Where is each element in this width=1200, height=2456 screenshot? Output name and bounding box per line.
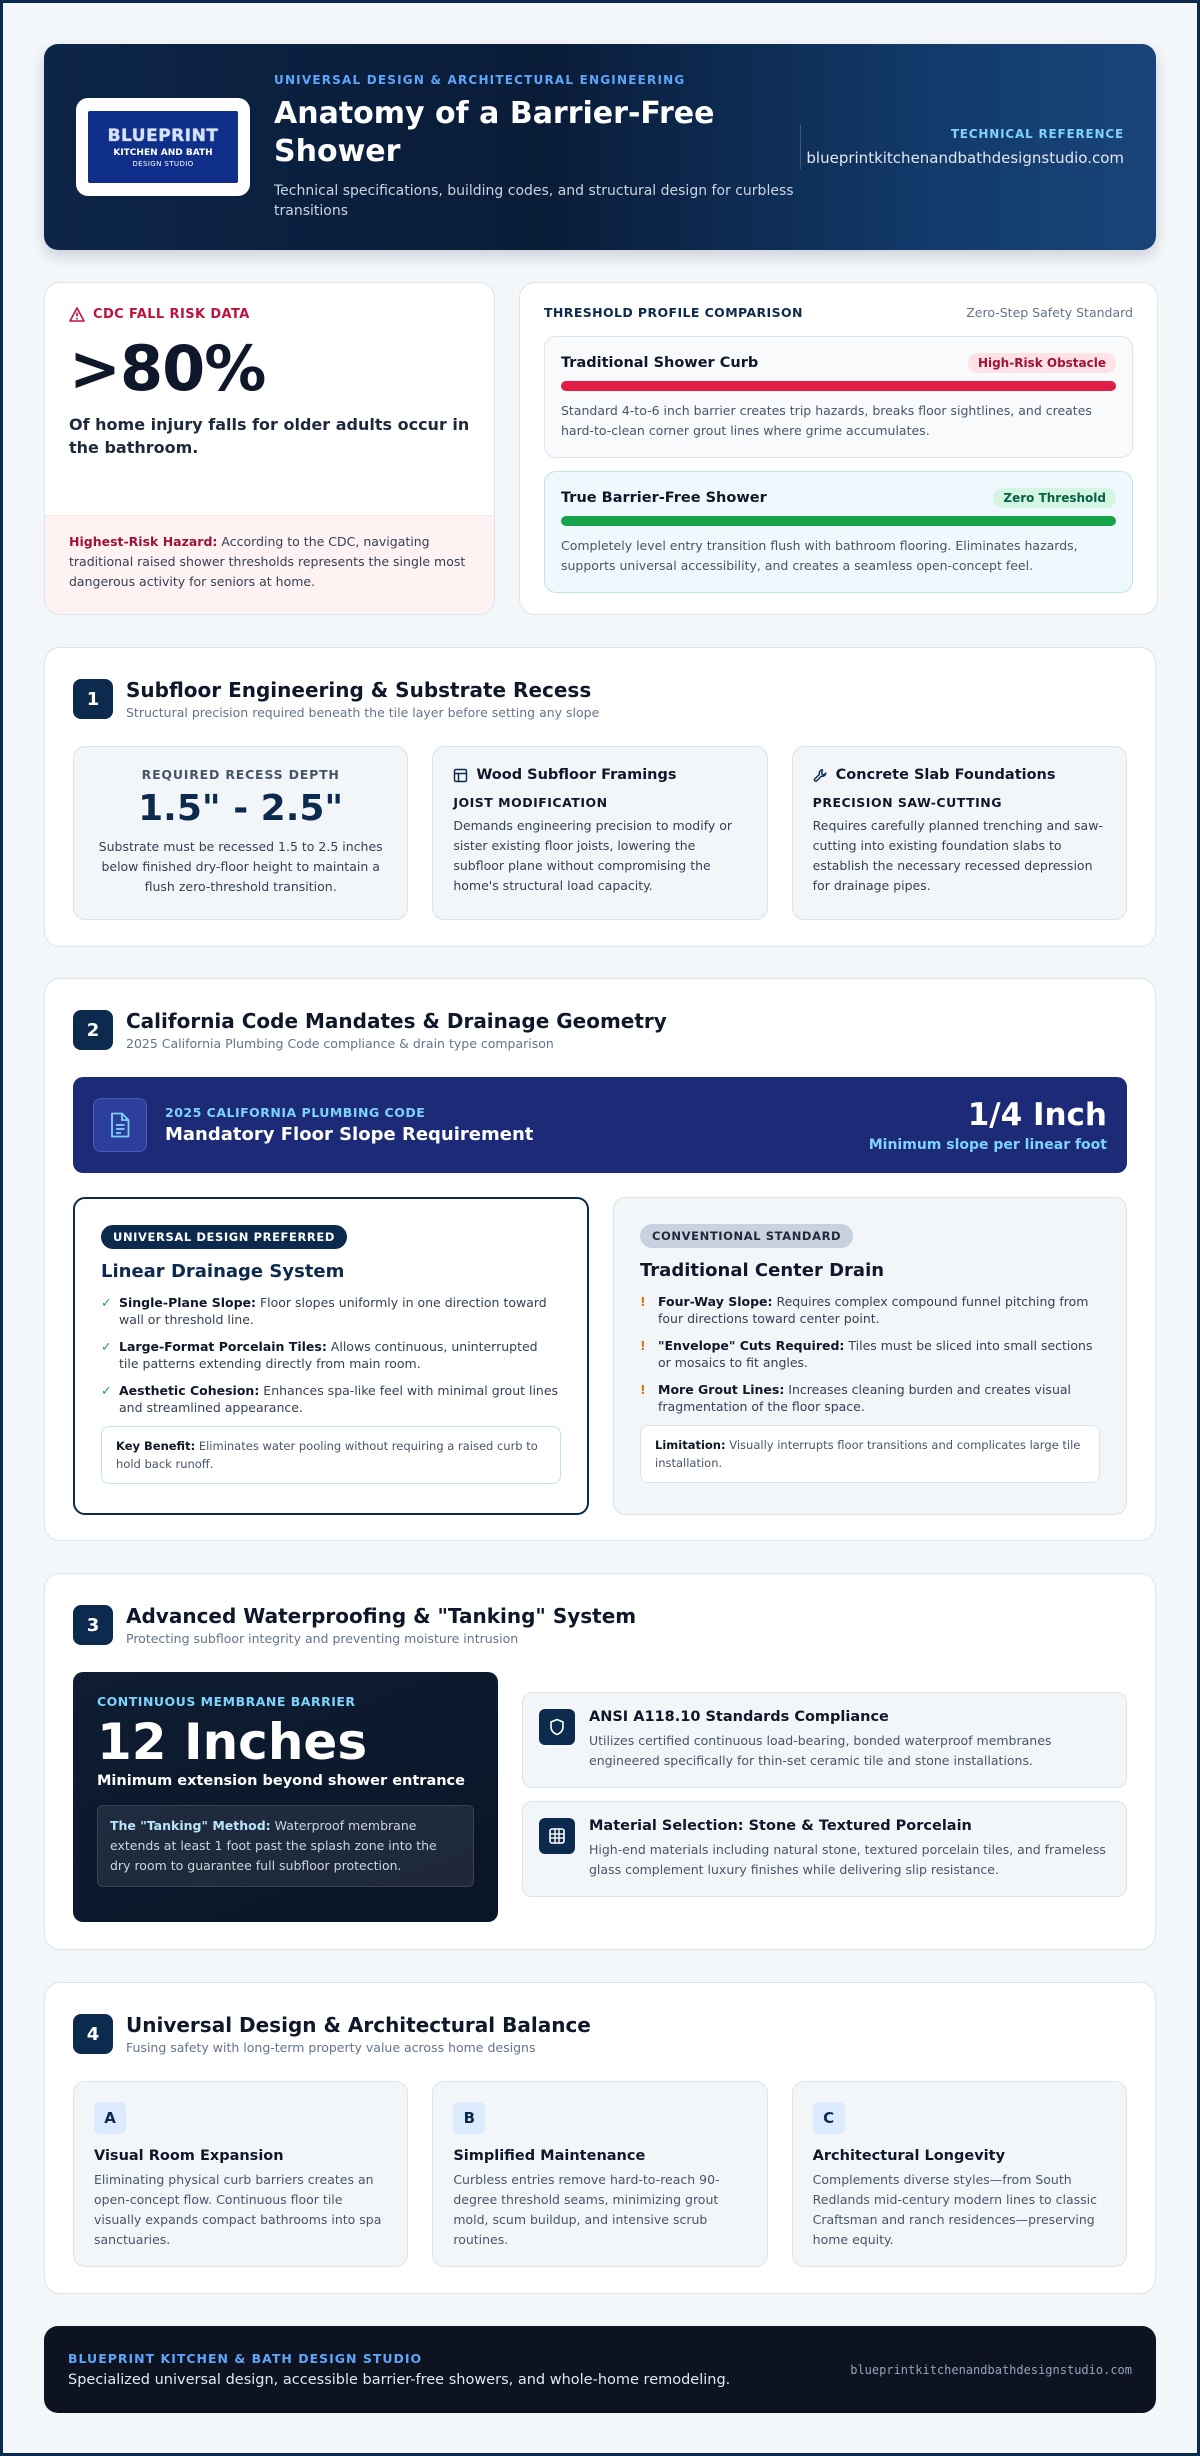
slope-value: 1/4 Inch [967,1097,1107,1133]
point-label: Single-Plane Slope: [119,1295,256,1310]
letter-badge: C [813,2102,845,2134]
hazard-text: According to the CDC, navigating traditional raised shower thresholds represents the single most dangerous activity for seniors at home. [69,534,466,589]
status-badge: Zero Threshold [993,488,1116,508]
warning-icon: ! [640,1382,646,1397]
floor-plan-icon [453,768,468,783]
threshold-comparison-card [519,282,1158,615]
section-number: 2 [73,1010,113,1050]
profile-bar-red [561,381,1116,391]
note-text: Visually interrupts floor transitions and complicates large tile installation. [655,1438,1081,1470]
point-text: Allows continuous, uninterrupted tile patterns extending directly from main room. [119,1339,538,1371]
section-subtitle: 2025 California Plumbing Code compliance & drain type comparison [126,1036,554,1051]
profile-bar-green [561,516,1116,526]
footer-studio-name: BLUEPRINT KITCHEN & BATH DESIGN STUDIO [68,2351,423,2366]
traditional-curb-profile [544,336,1133,458]
footer-description: Specialized universal design, accessible barrier-free showers, and whole-home remodeling. [68,2372,731,2388]
list-item [640,1381,1100,1415]
point-text: Tiles must be sliced into small sections or mosaics to fit angles. [658,1338,1093,1370]
recess-description: Substrate must be recessed 1.5 to 2.5 inches below finished dry-floor height to maintain a flush zero-threshold transition. [98,839,383,894]
profile-name: True Barrier-Free Shower [561,490,767,506]
profile-name: Traditional Shower Curb [561,355,759,371]
center-drain-card [613,1197,1127,1515]
note-label: Key Benefit: [116,1439,196,1453]
section-title: California Code Mandates & Drainage Geometry [126,1009,667,1033]
drain-title: Traditional Center Drain [640,1260,885,1281]
list-item [640,1293,1100,1327]
letter-badge: A [94,2102,126,2134]
fall-risk-caption: Of home injury falls for older adults occur in the bathroom. [69,415,470,457]
point-text: Enhances spa-like feel with minimal grout lines and streamlined appearance. [119,1383,559,1415]
section-subtitle: Structural precision required beneath the tile layer before setting any slope [126,705,600,720]
membrane-extension-caption: Minimum extension beyond shower entrance [97,1773,465,1789]
membrane-extension-value: 12 Inches [97,1713,368,1771]
section-subtitle: Fusing safety with long-term property value across home designs [126,2040,536,2055]
list-item [101,1382,561,1416]
logo-line-2: KITCHEN AND BATH [113,148,213,158]
recess-depth-card [73,746,408,920]
architectural-longevity-card [792,2081,1127,2267]
preferred-tag: UNIVERSAL DESIGN PREFERRED [101,1225,347,1249]
section-title: Universal Design & Architectural Balance [126,2013,591,2037]
point-label: Four-Way Slope: [658,1294,773,1309]
point-label: "Envelope" Cuts Required: [658,1338,845,1353]
logo-wordmark: BLUEPRINT [107,126,219,146]
section-subfloor-engineering [44,647,1156,947]
material-selection-feature [522,1801,1127,1897]
card-eyebrow: PRECISION SAW-CUTTING [812,795,1002,810]
infographic-page [3,3,1197,2453]
section-title: Subfloor Engineering & Substrate Recess [126,678,592,702]
page-header [44,44,1156,250]
section-number: 3 [73,1605,113,1645]
card-title: Simplified Maintenance [453,2148,646,2164]
banner-title: Mandatory Floor Slope Requirement [165,1124,534,1145]
warning-icon: ! [640,1294,646,1309]
note-label: The "Tanking" Method: [110,1818,271,1833]
key-benefit-note [101,1426,561,1484]
check-icon: ✓ [101,1339,112,1354]
section-subtitle: Protecting subfloor integrity and preventing moisture intrusion [126,1631,519,1646]
logo-line-3: DESIGN STUDIO [132,160,194,168]
threshold-title: THRESHOLD PROFILE COMPARISON [544,305,803,320]
section-title: Advanced Waterproofing & "Tanking" System [126,1604,637,1628]
card-description: Requires carefully planned trenching and saw-cutting into existing foundation slabs to establish the necessary recessed depression for drainage pipes. [812,818,1103,893]
recess-value: 1.5" - 2.5" [138,788,344,829]
note-text: Eliminates water pooling without requiring a raised curb to hold back runoff. [116,1439,538,1471]
page-footer [44,2326,1156,2413]
list-item [101,1338,561,1372]
feature-title: Material Selection: Stone & Textured Porcelain [589,1818,972,1834]
list-item [101,1294,561,1328]
tanking-method-note [97,1805,474,1887]
profile-description: Completely level entry transition flush with bathroom flooring. Eliminates hazards, supports universal accessibility, and creates a seamless open-concept feel. [561,538,1078,573]
card-description: Demands engineering precision to modify or sister existing floor joists, lowering the subfloor plane without compromising the home's structural load capacity. [453,818,733,893]
card-title: Wood Subfloor Framings [476,767,677,783]
conventional-tag: CONVENTIONAL STANDARD [640,1224,853,1248]
footer-website-link[interactable]: blueprintkitchenandbathdesignstudio.com [850,2362,1132,2377]
point-label: Large-Format Porcelain Tiles: [119,1339,327,1354]
section-number: 1 [73,679,113,719]
document-icon [93,1098,147,1152]
section-number: 4 [73,2014,113,2054]
page-title: Anatomy of a Barrier-Free Shower [274,96,715,169]
feature-title: ANSI A118.10 Standards Compliance [589,1709,889,1725]
header-website-link[interactable]: blueprintkitchenandbathdesignstudio.com [806,149,1124,167]
wrench-icon [813,768,828,783]
technical-reference-label: TECHNICAL REFERENCE [950,127,1124,141]
threshold-subtitle: Zero-Step Safety Standard [966,305,1133,320]
profile-description: Standard 4-to-6 inch barrier creates trip hazards, breaks floor sightlines, and creates hard-to-clean corner grout lines where grime accumulates. [561,403,1092,438]
visual-room-expansion-card [73,2081,408,2267]
slope-requirement-banner [73,1077,1127,1173]
limitation-note [640,1425,1100,1483]
shield-icon [539,1709,575,1745]
check-icon: ✓ [101,1383,112,1398]
point-label: More Grout Lines: [658,1382,785,1397]
feature-description: Utilizes certified continuous load-bearing, bonded waterproof membranes engineered specifically for thin-set ceramic tile and stone installations. [589,1733,1052,1768]
point-text: Requires complex compound funnel pitching from four directions toward center point. [658,1294,1089,1326]
barrier-free-profile [544,471,1133,593]
feature-description: High-end materials including natural stone, textured porcelain tiles, and frameless glass complement luxury finishes while delivering slip resistance. [589,1842,1106,1877]
section-california-code [44,978,1156,1541]
panel-eyebrow: CONTINUOUS MEMBRANE BARRIER [97,1694,356,1709]
point-text: Floor slopes uniformly in one direction toward wall or threshold line. [119,1295,547,1327]
studio-logo [76,98,250,196]
card-title: Visual Room Expansion [94,2148,284,2164]
point-label: Aesthetic Cohesion: [119,1383,260,1398]
point-text: Increases cleaning burden and creates visual fragmentation of the floor space. [658,1382,1071,1414]
linear-drain-card [73,1197,589,1515]
card-description: Eliminating physical curb barriers creates an open-concept flow. Continuous floor tile visually expands compact bathrooms into spa sanctuaries. [94,2172,382,2247]
letter-badge: B [453,2102,485,2134]
wood-subfloor-card [432,746,767,920]
highest-risk-hazard-note [45,515,494,615]
banner-eyebrow: 2025 CALIFORNIA PLUMBING CODE [165,1105,426,1120]
section-waterproofing [44,1573,1156,1950]
cdc-fall-risk-card [44,282,495,615]
list-item [640,1337,1100,1371]
warning-triangle-icon [69,307,85,322]
drain-title: Linear Drainage System [101,1261,345,1282]
ansi-compliance-feature [522,1692,1127,1788]
note-text: Waterproof membrane extends at least 1 foot past the splash zone into the dry room to guarantee full subfloor protection. [110,1818,437,1873]
header-eyebrow: UNIVERSAL DESIGN & ARCHITECTURAL ENGINEERING [274,73,686,87]
card-title: Concrete Slab Foundations [835,767,1056,783]
section-universal-design [44,1982,1156,2294]
card-description: Complements diverse styles—from South Redlands mid-century modern lines to classic Craftsman and ranch residences—preserving home equity. [812,2172,1098,2247]
hazard-label: Highest-Risk Hazard: [69,534,218,549]
check-icon: ✓ [101,1295,112,1310]
status-badge: High-Risk Obstacle [968,353,1116,373]
tile-grid-icon [539,1818,575,1854]
note-label: Limitation: [655,1438,726,1452]
membrane-barrier-panel [73,1672,498,1922]
warning-icon: ! [640,1338,646,1353]
recess-label: REQUIRED RECESS DEPTH [141,767,340,782]
page-description: Technical specifications, building codes, and structural design for curbless transitions [274,183,794,219]
concrete-slab-card [792,746,1127,920]
slope-unit: Minimum slope per linear foot [868,1137,1107,1153]
fall-risk-stat: >80% [69,332,266,405]
card-eyebrow: JOIST MODIFICATION [453,795,608,810]
cdc-eyebrow: CDC FALL RISK DATA [93,307,250,322]
simplified-maintenance-card [432,2081,767,2267]
card-title: Architectural Longevity [812,2148,1006,2164]
header-divider [800,125,801,169]
card-description: Curbless entries remove hard-to-reach 90-degree threshold seams, minimizing grout mold, scum buildup, and intensive scrub routines. [453,2172,720,2247]
